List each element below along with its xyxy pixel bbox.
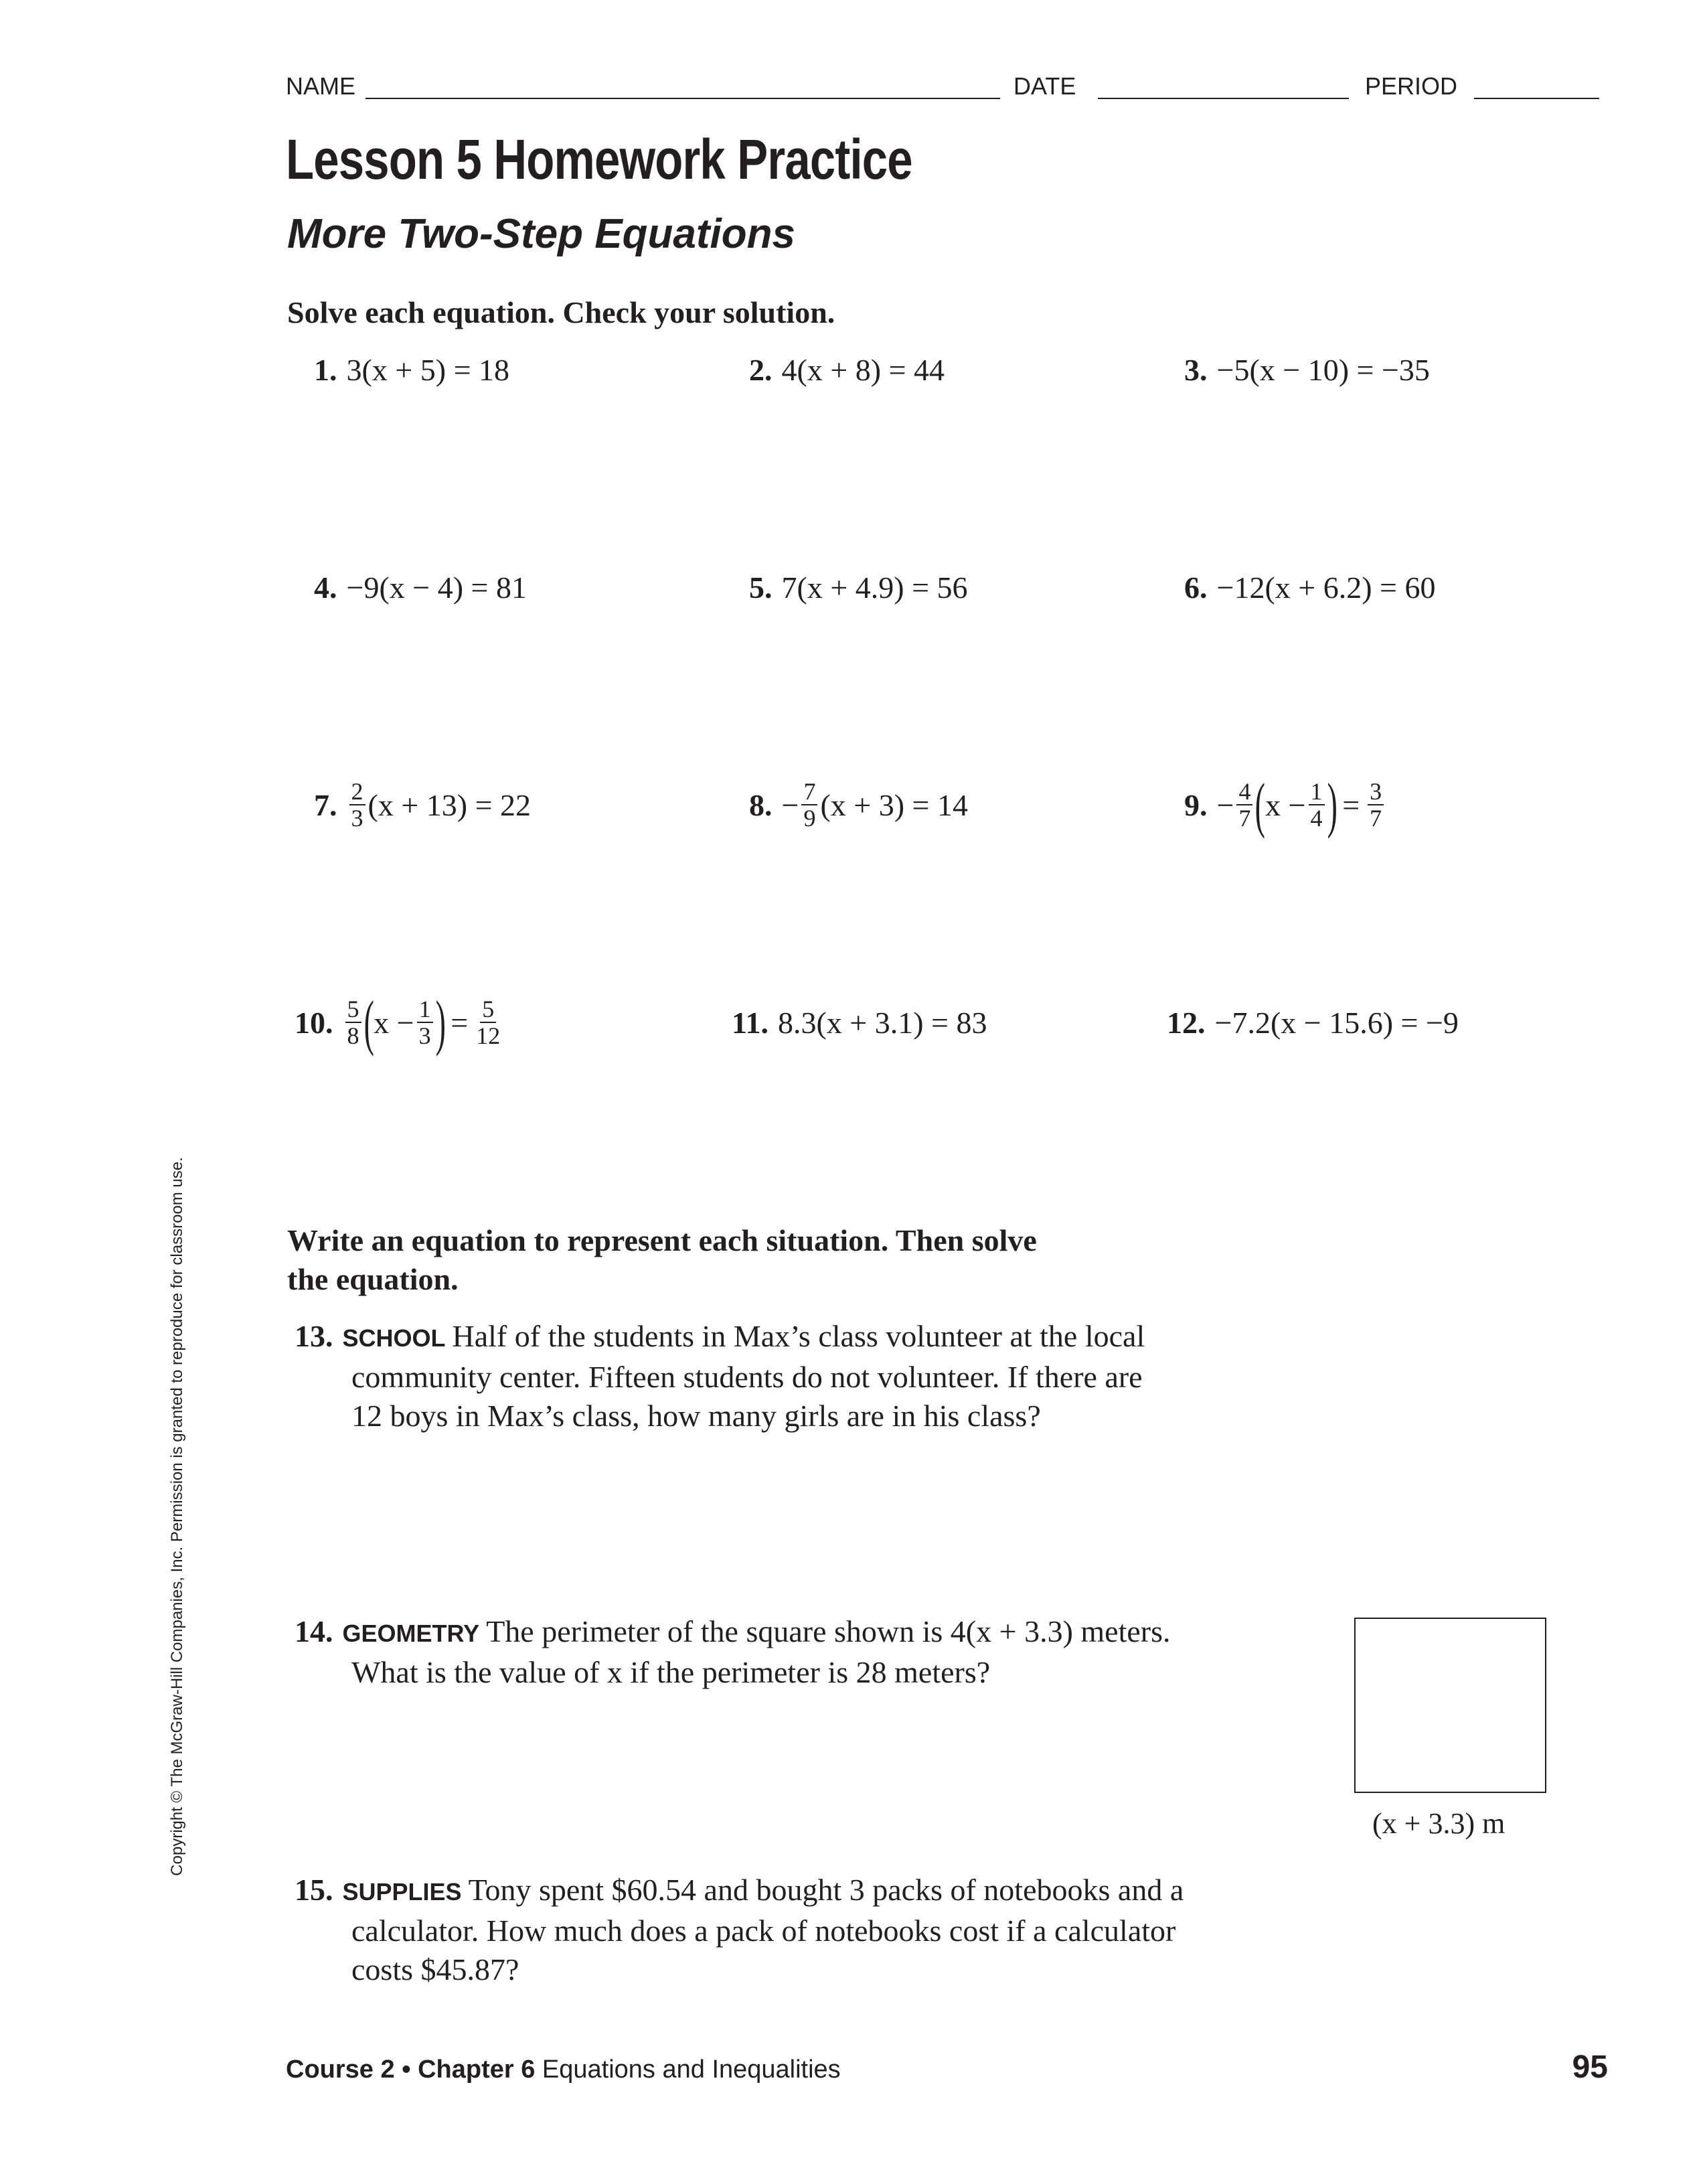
- problem-1: 1. 3(x + 5) = 18: [314, 352, 510, 387]
- name-label: NAME: [286, 72, 356, 100]
- page-subtitle: More Two-Step Equations: [287, 211, 795, 257]
- page-title: Lesson 5 Homework Practice: [286, 128, 912, 191]
- problem-7: 7. $\frac{2}{3}$ (x + 13) = 22: [314, 778, 532, 832]
- problem-10: 10. $\frac{5}{8}$ ( x − $\frac{1}{3}$ ) = $\frac{5}{12}$: [295, 988, 501, 1057]
- problem-5: 5. 7(x + 4.9) = 56: [749, 570, 968, 605]
- copyright-notice: Copyright © The McGraw-Hill Companies, Inc. Permission is granted to reproduce for classroom use.: [168, 1157, 186, 1876]
- problem-13: 13. SCHOOL Half of the students in Max’s class volunteer at the local community center. Fifteen students do not volunteer. If there are 12 boys in Max’s class, how many girls are in his class?: [295, 1319, 1145, 1433]
- problem-3: 3. −5(x − 10) = −35: [1184, 352, 1430, 387]
- problem-4: 4. −9(x − 4) = 81: [314, 570, 527, 605]
- date-label: DATE: [1013, 72, 1076, 100]
- problem-9: 9. − $\frac{4}{7}$ ( x − $\frac{1}{4}$ ) = $\frac{3}{7}$: [1184, 771, 1386, 838]
- square-figure: [1354, 1618, 1546, 1793]
- period-label: PERIOD: [1365, 72, 1458, 100]
- problem-6: 6. −12(x + 6.2) = 60: [1184, 570, 1436, 605]
- section2-instruction: Write an equation to represent each situation. Then solve the equation.: [287, 1223, 1037, 1296]
- problem-2: 2. 4(x + 8) = 44: [749, 352, 945, 387]
- problem-12: 12. −7.2(x − 15.6) = −9: [1167, 1005, 1459, 1040]
- name-field[interactable]: [365, 98, 1000, 99]
- period-field[interactable]: [1474, 98, 1599, 99]
- section1-instruction: Solve each equation. Check your solution.: [287, 295, 835, 329]
- square-side-label: (x + 3.3) m: [1372, 1807, 1506, 1840]
- problem-8: 8. − $\frac{7}{9}$ (x + 3) = 14: [749, 778, 968, 832]
- problem-11: 11. 8.3(x + 3.1) = 83: [732, 1005, 987, 1040]
- date-field[interactable]: [1098, 98, 1349, 99]
- problem-15: 15. SUPPLIES Tony spent $60.54 and bought 3 packs of notebooks and a calculator. How much does a pack of notebooks cost if a calculator costs $45.87?: [295, 1873, 1184, 1986]
- problem-14: 14. GEOMETRY The perimeter of the square shown is 4(x + 3.3) meters. What is the value of x if the perimeter is 28 meters?: [295, 1614, 1171, 1689]
- page-number: 95: [1572, 2049, 1608, 2085]
- footer-course: Course 2 • Chapter 6 Equations and Inequalities: [286, 2055, 841, 2084]
